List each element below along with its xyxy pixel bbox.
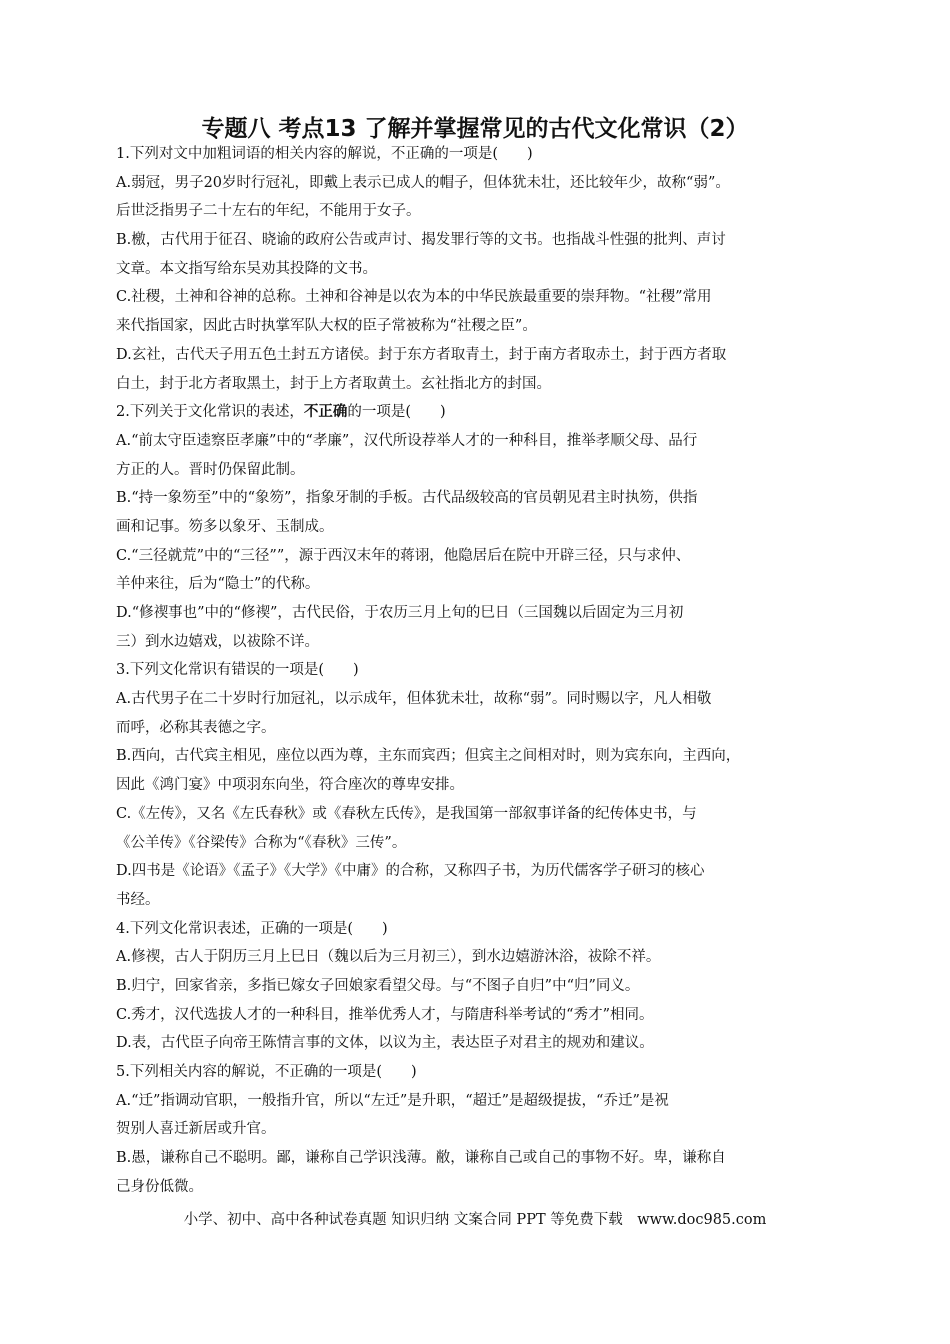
option-a: A.“前太守臣逵察臣孝廉”中的“孝廉”，汉代所设荐举人才的一种科目，推举孝顺父母、品行 bbox=[116, 432, 698, 449]
option-a-cont: 方正的人。晋时仍保留此制。 bbox=[116, 461, 305, 478]
option-c-cont: 羊仲来往，后为“隐士”的代称。 bbox=[116, 576, 320, 593]
stem-suffix: 的一项是( ) bbox=[347, 404, 446, 421]
option-d-cont: 白土，封于北方者取黑土，封于上方者取黄土。玄社指北方的封国。 bbox=[116, 375, 551, 392]
question-5 bbox=[116, 1058, 836, 1201]
option-b-cont: 己身份低微。 bbox=[116, 1178, 203, 1195]
option-d-cont: 书经。 bbox=[116, 891, 160, 908]
page-title: 专题八 考点13 了解并掌握常见的古代文化常识（2） bbox=[201, 116, 749, 142]
question-stem: 4.下列文化常识表述，正确的一项是( ) bbox=[116, 920, 388, 937]
stem-emphasis: 不正确 bbox=[303, 404, 348, 421]
question-2 bbox=[116, 398, 836, 656]
option-d-cont: 三）到水边嬉戏，以祓除不详。 bbox=[116, 633, 319, 650]
option-b: B.西向，古代宾主相见，座位以西为尊，主东而宾西；但宾主之间相对时，则为宾东向，主西向， bbox=[116, 748, 741, 765]
question-stem bbox=[116, 398, 836, 427]
option-d: D.表，古代臣子向帝王陈情言事的文体，以议为主，表达臣子对君主的规劝和建议。 bbox=[116, 1035, 654, 1052]
question-3 bbox=[116, 656, 836, 914]
option-a: A.弱冠，男子20岁时行冠礼，即戴上表示已成人的帽子，但体犹未壮，还比较年少，故称“弱”。 bbox=[116, 174, 730, 191]
question-stem: 5.下列相关内容的解说，不正确的一项是( ) bbox=[116, 1064, 417, 1080]
option-d: D.“修禊事也”中的“修禊”，古代民俗，于农历三月上旬的巳日（三国魏以后固定为三月初 bbox=[116, 605, 684, 621]
option-a-cont: 后世泛指男子二十左右的年纪，不能用于女子。 bbox=[116, 203, 421, 220]
option-a: A.“迁”指调动官职，一般指升官，所以“左迁”是升职，“超迁”是超级提拔，“乔迁”是祝 bbox=[116, 1092, 669, 1109]
question-stem: 3.下列文化常识有错误的一项是( ) bbox=[116, 662, 359, 679]
option-a-cont: 而呼，必称其表德之字。 bbox=[116, 719, 276, 736]
option-c-cont: 《公羊传》《谷梁传》合称为“《春秋》三传”。 bbox=[116, 834, 407, 851]
option-c: C.《左传》，又名《左氏春秋》或《春秋左氏传》，是我国第一部叙事详备的纪传体史书，与 bbox=[116, 805, 697, 822]
option-b: B.归宁，回家省亲，多指已嫁女子回娘家看望父母。与“不图子自归”中“归”同义。 bbox=[116, 977, 640, 994]
question-list bbox=[116, 140, 836, 1201]
option-b: B.檄，古代用于征召、晓谕的政府公告或声讨、揭发罪行等的文书。也指战斗性强的批判、声讨 bbox=[116, 232, 726, 249]
question-stem: 1.下列对文中加粗词语的相关内容的解说，不正确的一项是( ) bbox=[116, 146, 533, 162]
stem-prefix: 2.下列关于文化常识的表述， bbox=[116, 404, 304, 421]
option-d: D.四书是《论语》《孟子》《大学》《中庸》的合称，又称四子书，为历代儒客学子研习的核心 bbox=[116, 863, 705, 880]
option-c: C.秀才，汉代选拔人才的一种科目，推举优秀人才，与隋唐科举考试的“秀才”相同。 bbox=[116, 1006, 654, 1023]
page-footer: 小学、初中、高中各种试卷真题 知识归纳 文案合同 PPT 等免费下载 www.doc985.com bbox=[183, 1212, 767, 1228]
option-b-cont: 画和记事。笏多以象牙、玉制成。 bbox=[116, 518, 334, 535]
option-b-cont: 因此《鸿门宴》中项羽东向坐，符合座次的尊卑安排。 bbox=[116, 777, 464, 794]
option-a: A.修禊，古人于阴历三月上巳日（魏以后为三月初三），到水边嬉游沐浴，祓除不祥。 bbox=[116, 949, 661, 966]
option-d: D.玄社，古代天子用五色土封五方诸侯。封于东方者取青土，封于南方者取赤土，封于西方者取 bbox=[116, 346, 727, 363]
question-1 bbox=[116, 140, 836, 398]
option-b: B.愚，谦称自己不聪明。鄙，谦称自己学识浅薄。敝，谦称自己或自己的事物不好。卑，谦称自 bbox=[116, 1150, 726, 1167]
option-c-cont: 来代指国家，因此古时执掌军队大权的臣子常被称为“社稷之臣”。 bbox=[116, 318, 537, 335]
option-b: B.“持一象笏至”中的“象笏”，指象牙制的手板。古代品级较高的官员朝见君主时执笏，供指 bbox=[116, 490, 698, 507]
question-4 bbox=[116, 915, 836, 1058]
option-a: A.古代男子在二十岁时行加冠礼，以示成年，但体犹未壮，故称“弱”。同时赐以字，凡人相敬 bbox=[116, 691, 712, 708]
option-c: C.社稷，土神和谷神的总称。土神和谷神是以农为本的中华民族最重要的崇拜物。“社稷”常用 bbox=[116, 289, 712, 306]
option-a-cont: 贺别人喜迁新居或升官。 bbox=[116, 1121, 276, 1138]
option-c: C.“三径就荒”中的“三径””，源于西汉末年的蒋诩，他隐居后在院中开辟三径，只与求仲、 bbox=[116, 547, 691, 564]
option-b-cont: 文章。本文指写给东吴劝其投降的文书。 bbox=[116, 260, 377, 277]
